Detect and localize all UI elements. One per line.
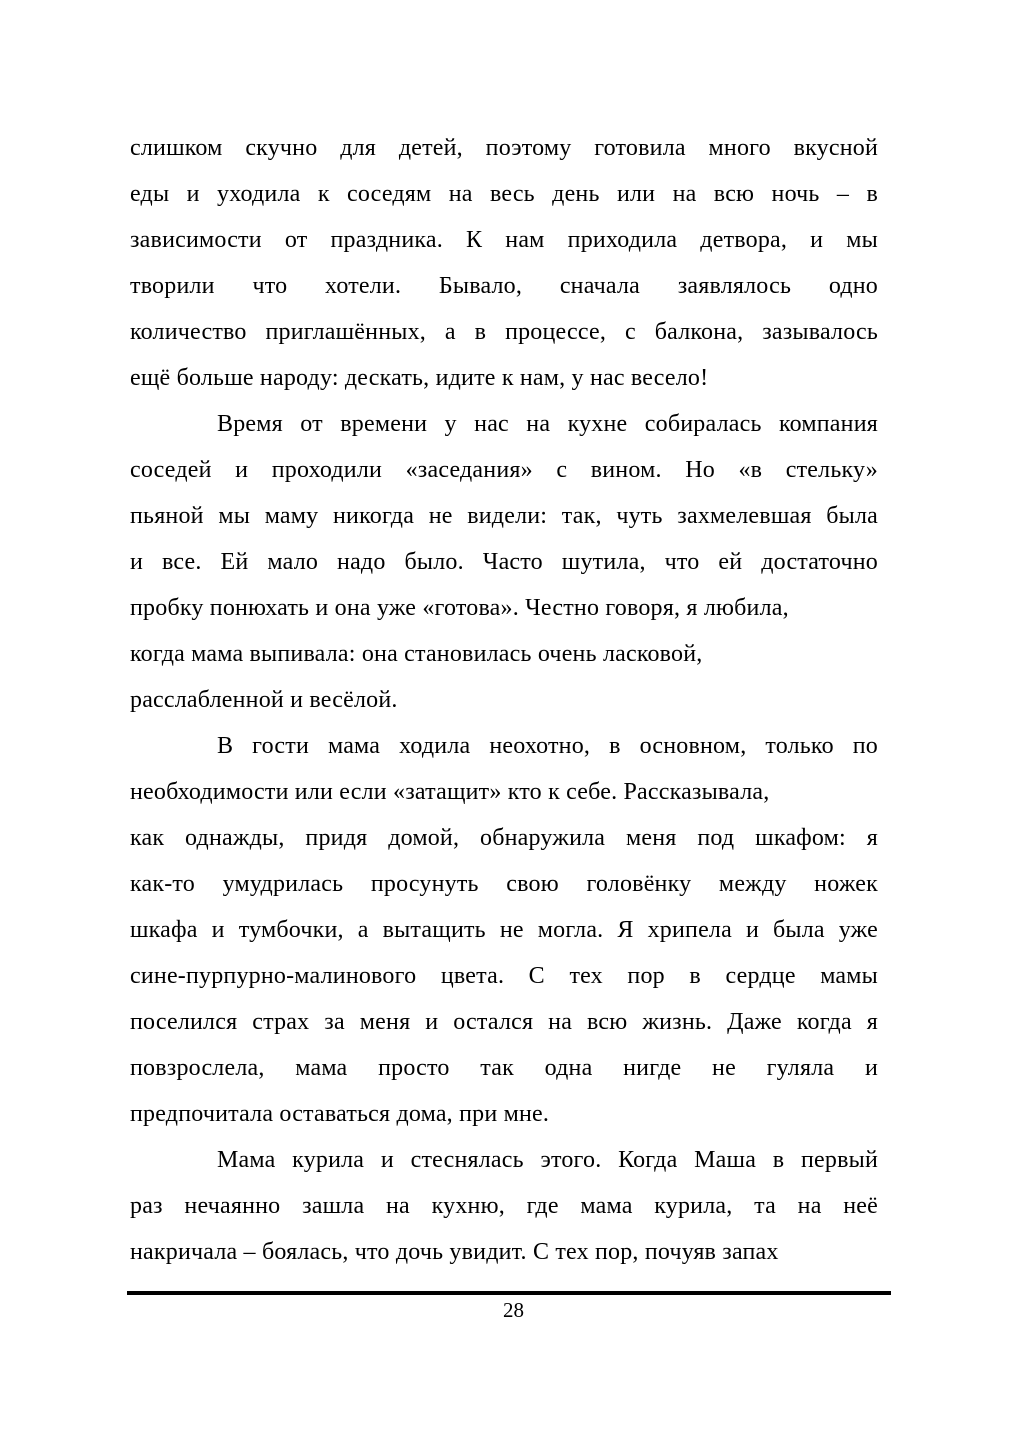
text-line: поселился страх за меня и остался на всю жизнь. Даже когда я: [130, 1009, 878, 1035]
text-line: накричала – боялась, что дочь увидит. С тех пор, почуяв запах: [130, 1239, 779, 1265]
paragraph: [130, 1137, 878, 1275]
text-line: слишком скучно для детей, поэтому готовила много вкусной: [130, 135, 878, 161]
paragraph: [130, 723, 878, 1137]
text-line: повзрослела, мама просто так одна нигде не гуляла и: [130, 1055, 878, 1081]
text-line: пьяной мы маму никогда не видели: так, чуть захмелевшая была: [130, 503, 878, 529]
text-line: творили что хотели. Бывало, сначала заявлялось одно: [130, 273, 878, 299]
text-line: количество приглашённых, а в процессе, с балкона, зазывалось: [130, 319, 878, 345]
text-line: как-то умудрилась просунуть свою головёнку между ножек: [130, 871, 878, 897]
text-line: шкафа и тумбочки, а вытащить не могла. Я хрипела и была уже: [130, 917, 878, 943]
text-line: Мама курила и стеснялась этого. Когда Маша в первый: [217, 1147, 878, 1173]
text-block: [130, 125, 878, 1275]
text-line: необходимости или если «затащит» кто к себе. Рассказывала,: [130, 779, 770, 805]
paragraph: [130, 125, 878, 401]
text-line: зависимости от праздника. К нам приходила детвора, и мы: [130, 227, 878, 253]
text-line: пробку понюхать и она уже «готова». Честно говоря, я любила,: [130, 595, 789, 621]
text-line: Время от времени у нас на кухне собиралась компания: [217, 411, 878, 437]
text-line: когда мама выпивала: она становилась очень ласковой,: [130, 641, 703, 667]
text-line: еды и уходила к соседям на весь день или на всю ночь – в: [130, 181, 878, 207]
text-line: как однажды, придя домой, обнаружила меня под шкафом: я: [130, 825, 878, 851]
text-line: расслабленной и весёлой.: [130, 687, 398, 713]
text-line: раз нечаянно зашла на кухню, где мама курила, та на неё: [130, 1193, 878, 1219]
text-line: ещё больше народу: дескать, идите к нам, у нас весело!: [130, 365, 709, 391]
text-line: предпочитала оставаться дома, при мне.: [130, 1101, 550, 1127]
text-line: и все. Ей мало надо было. Часто шутила, что ей достаточно: [130, 549, 878, 575]
text-line: В гости мама ходила неохотно, в основном, только по: [217, 733, 878, 759]
text-line: сине-пурпурно-малинового цвета. С тех пор в сердце мамы: [130, 963, 878, 989]
footer-rule: [127, 1291, 891, 1295]
paragraph: [130, 401, 878, 723]
page-number: 28: [503, 1298, 524, 1322]
text-line: соседей и проходили «заседания» с вином. Но «в стельку»: [130, 457, 878, 483]
